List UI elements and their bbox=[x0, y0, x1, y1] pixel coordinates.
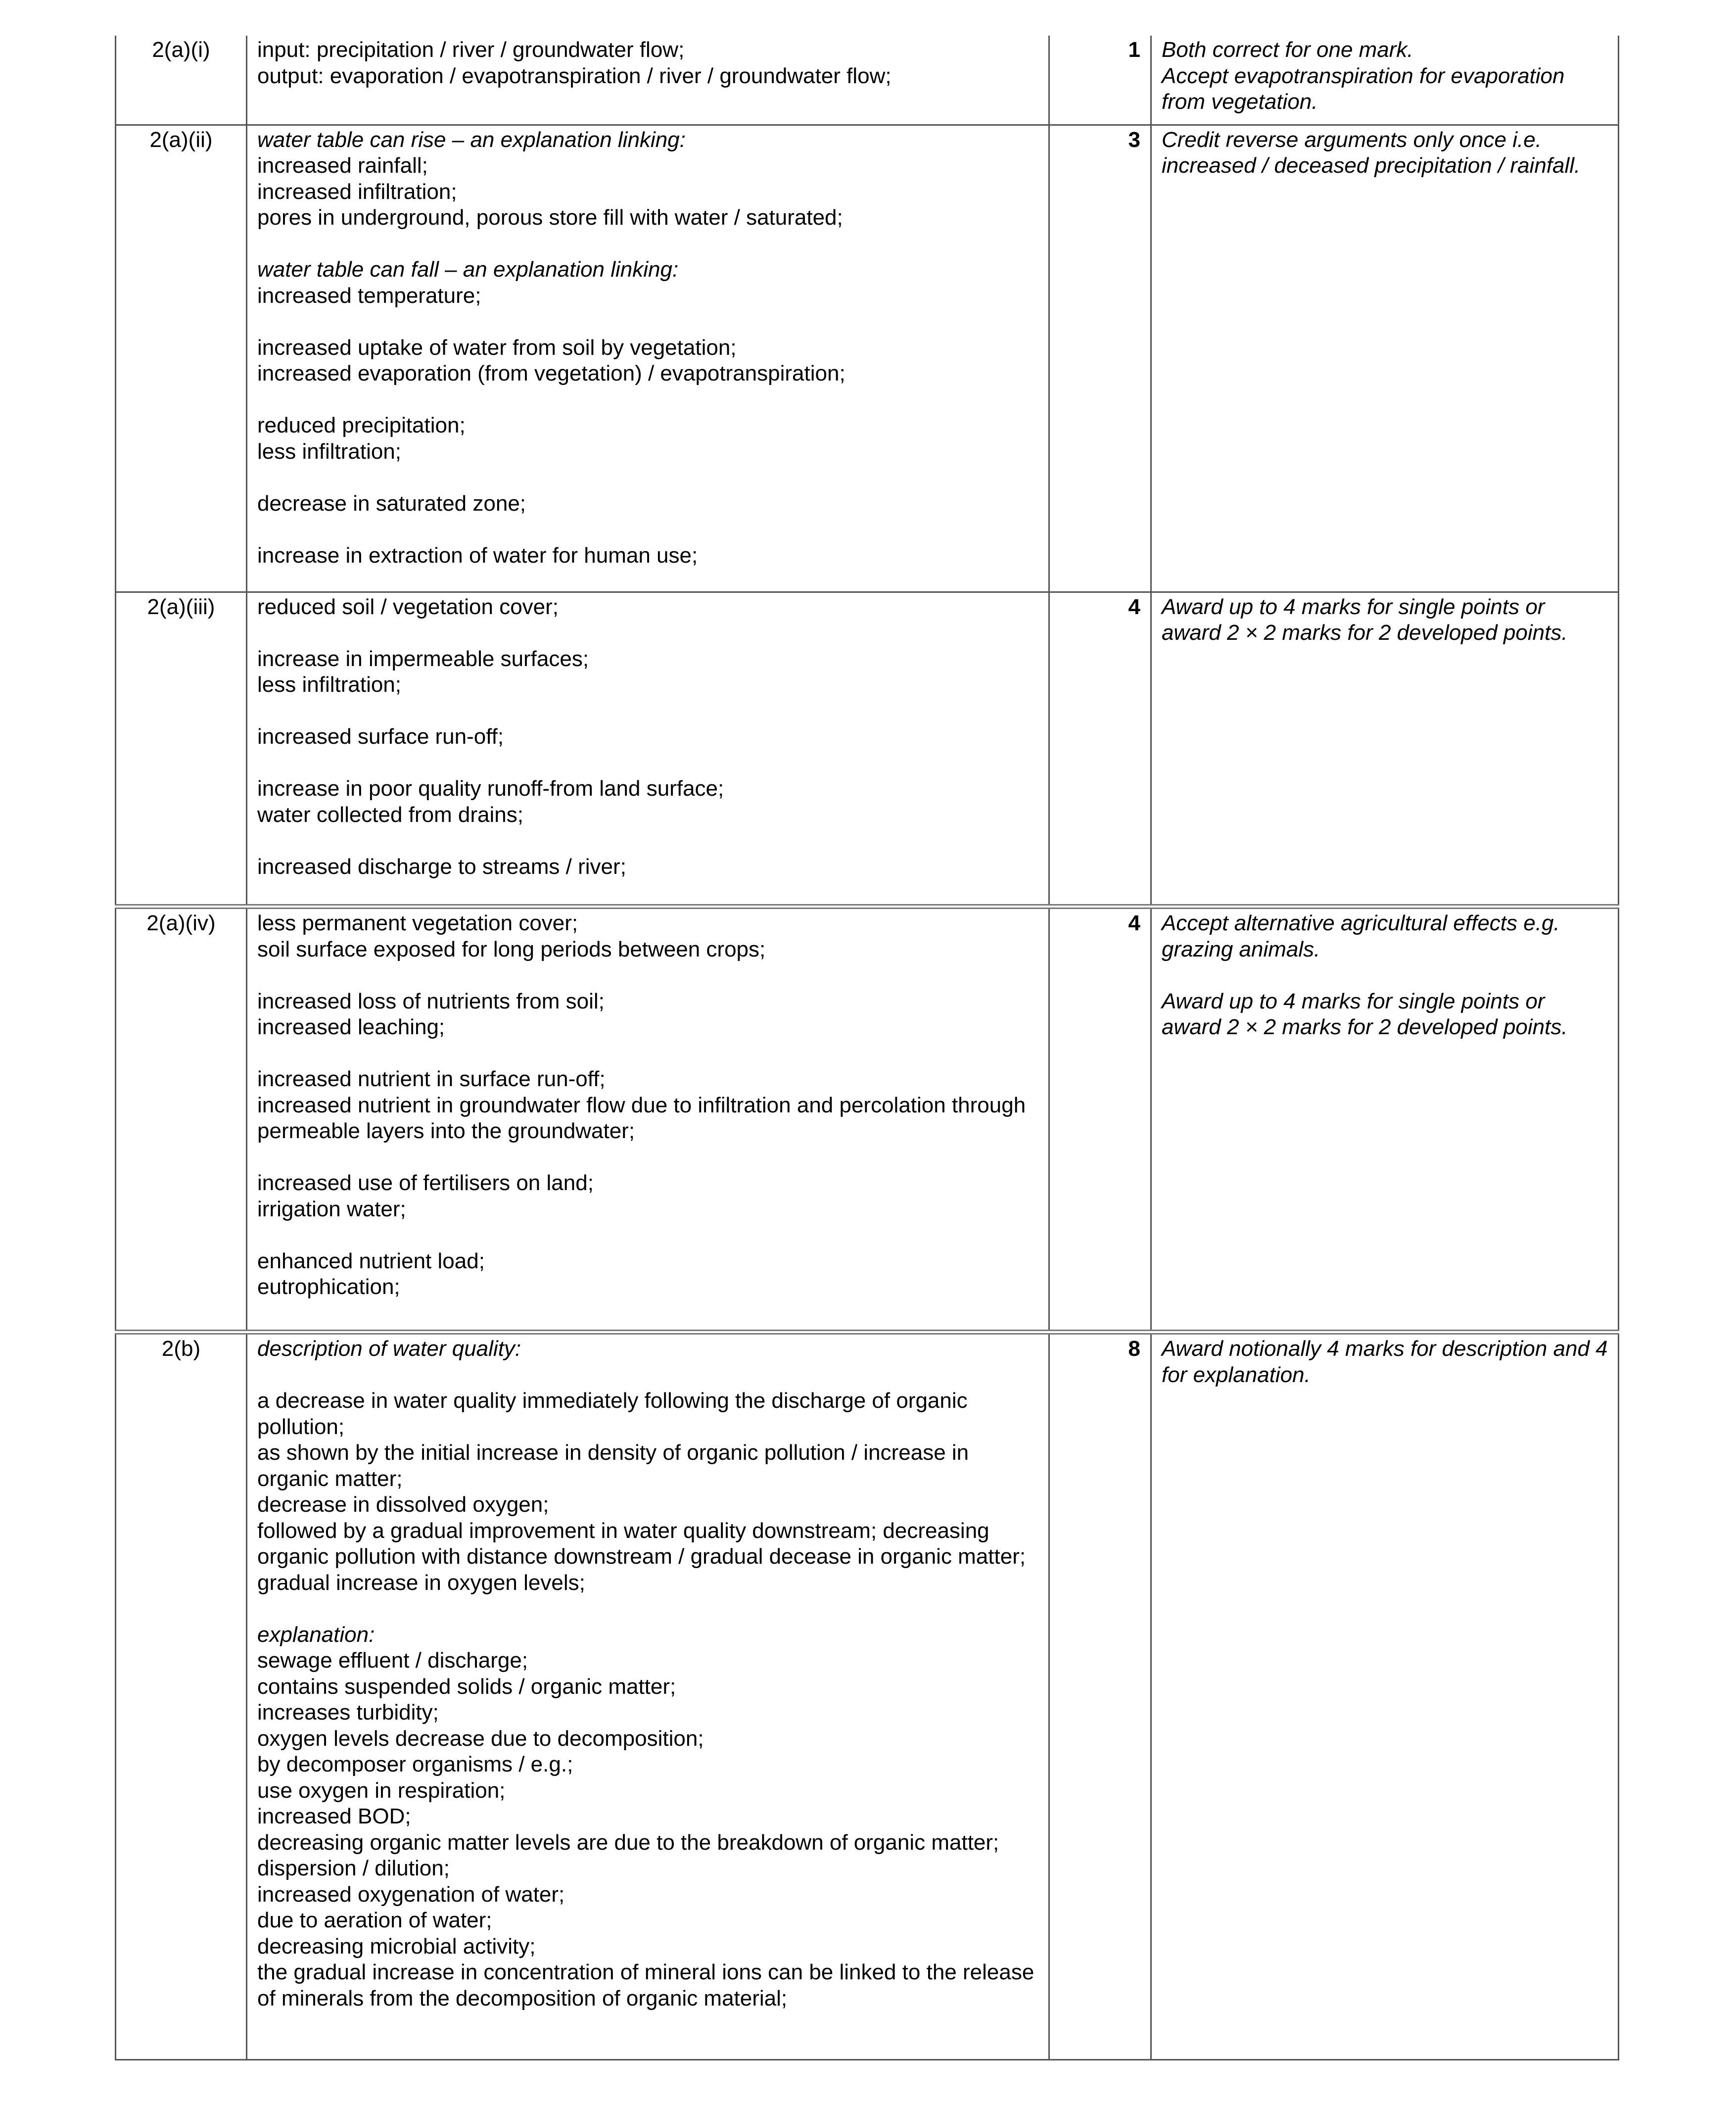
answer-line: increased nutrient in surface run-off; bbox=[257, 1067, 606, 1091]
answer-cell bbox=[247, 1332, 1049, 2059]
marks-value: 1 bbox=[1049, 36, 1151, 125]
answer-line: reduced soil / vegetation cover; bbox=[257, 594, 559, 619]
answer-line: increased rainfall; bbox=[257, 153, 428, 178]
marks-value: 4 bbox=[1049, 592, 1151, 907]
guidance-line: Accept evapotranspiration for evaporation from vegetation. bbox=[1162, 63, 1565, 114]
answer-line: increase in extraction of water for human use; bbox=[257, 543, 698, 568]
guidance-line: Award up to 4 marks for single points or award 2 × 2 marks for 2 developed points. bbox=[1162, 594, 1568, 645]
answer-line: use oxygen in respiration; bbox=[257, 1778, 506, 1803]
question-number: 2(a)(iii) bbox=[116, 592, 247, 907]
answer-line: by decomposer organisms / e.g.; bbox=[257, 1752, 573, 1776]
answer-cell bbox=[247, 125, 1049, 592]
guidance-line: Accept alternative agricultural effects e.g. grazing animals. bbox=[1162, 911, 1560, 961]
answer-line: enhanced nutrient load; bbox=[257, 1248, 485, 1273]
answer-line: increased nutrient in groundwater flow due to infiltration and percolation through permeable layers into the groundwater; bbox=[257, 1093, 1026, 1143]
question-row bbox=[116, 592, 1619, 907]
answer-line: soil surface exposed for long periods between crops; bbox=[257, 937, 766, 961]
answer-line: less permanent vegetation cover; bbox=[257, 911, 578, 935]
guidance-line: Both correct for one mark. bbox=[1162, 38, 1413, 62]
question-number: 2(a)(i) bbox=[116, 36, 247, 125]
mark-scheme-body bbox=[116, 36, 1619, 2059]
question-row bbox=[116, 1332, 1619, 2059]
guidance-cell bbox=[1151, 125, 1619, 592]
answer-line: decrease in saturated zone; bbox=[257, 491, 526, 516]
answer-line: increased leaching; bbox=[257, 1015, 445, 1039]
answer-line: increased discharge to streams / river; bbox=[257, 854, 626, 879]
question-row bbox=[116, 907, 1619, 1332]
answer-line: increased BOD; bbox=[257, 1804, 411, 1828]
answer-line: eutrophication; bbox=[257, 1275, 400, 1299]
answer-line: due to aeration of water; bbox=[257, 1908, 492, 1932]
answer-line: dispersion / dilution; bbox=[257, 1856, 450, 1880]
question-number: 2(b) bbox=[116, 1332, 247, 2059]
answer-line: increased loss of nutrients from soil; bbox=[257, 989, 605, 1013]
question-row bbox=[116, 125, 1619, 592]
marks-value: 4 bbox=[1049, 907, 1151, 1332]
mark-scheme-table bbox=[115, 36, 1619, 2060]
answer-line: increased evaporation (from vegetation) / evapotranspiration; bbox=[257, 361, 845, 385]
answer-line: decreasing microbial activity; bbox=[257, 1934, 536, 1959]
answer-line: output: evaporation / evapotranspiration / river / groundwater flow; bbox=[257, 63, 891, 88]
answer-heading: water table can fall – an explanation linking: bbox=[257, 257, 679, 282]
answer-line: increase in poor quality runoff-from land surface; bbox=[257, 776, 724, 801]
answer-cell bbox=[247, 592, 1049, 907]
guidance-line: Credit reverse arguments only once i.e. increased / deceased precipitation / rainfall. bbox=[1162, 127, 1581, 178]
guidance-line: Award notionally 4 marks for description and 4 for explanation. bbox=[1162, 1337, 1608, 1387]
answer-line: sewage effluent / discharge; bbox=[257, 1648, 528, 1673]
answer-line: contains suspended solids / organic matter; bbox=[257, 1674, 676, 1699]
answer-line: irrigation water; bbox=[257, 1196, 406, 1221]
guidance-cell bbox=[1151, 592, 1619, 907]
answer-line: the gradual increase in concentration of mineral ions can be linked to the release of minerals from the decomposition of organic material; bbox=[257, 1960, 1034, 2010]
answer-line: gradual increase in oxygen levels; bbox=[257, 1570, 585, 1595]
answer-line: increased temperature; bbox=[257, 283, 481, 308]
guidance-cell bbox=[1151, 907, 1619, 1332]
answer-line: oxygen levels decrease due to decomposition; bbox=[257, 1726, 704, 1751]
answer-line: increases turbidity; bbox=[257, 1700, 439, 1724]
answer-line: less infiltration; bbox=[257, 439, 402, 464]
guidance-line: Award up to 4 marks for single points or award 2 × 2 marks for 2 developed points. bbox=[1162, 989, 1568, 1039]
answer-cell bbox=[247, 36, 1049, 125]
answer-line: less infiltration; bbox=[257, 672, 402, 697]
answer-line: followed by a gradual improvement in water quality downstream; decreasing organic pollution with distance downstream / gradual decease in organic matter; bbox=[257, 1518, 1026, 1569]
question-row bbox=[116, 36, 1619, 125]
question-number: 2(a)(ii) bbox=[116, 125, 247, 592]
marks-value: 8 bbox=[1049, 1332, 1151, 2059]
answer-line: increased oxygenation of water; bbox=[257, 1882, 565, 1907]
question-number: 2(a)(iv) bbox=[116, 907, 247, 1332]
answer-line: increase in impermeable surfaces; bbox=[257, 646, 589, 671]
answer-heading: water table can rise – an explanation linking: bbox=[257, 127, 686, 152]
guidance-cell bbox=[1151, 1332, 1619, 2059]
answer-line: decrease in dissolved oxygen; bbox=[257, 1492, 549, 1517]
guidance-cell bbox=[1151, 36, 1619, 125]
answer-line: a decrease in water quality immediately following the discharge of organic pollution; bbox=[257, 1388, 968, 1439]
answer-cell bbox=[247, 907, 1049, 1332]
marks-value: 3 bbox=[1049, 125, 1151, 592]
answer-line: increased uptake of water from soil by vegetation; bbox=[257, 335, 737, 360]
answer-line: increased surface run-off; bbox=[257, 724, 504, 749]
answer-heading: explanation: bbox=[257, 1622, 375, 1647]
answer-line: reduced precipitation; bbox=[257, 413, 466, 437]
answer-line: increased infiltration; bbox=[257, 179, 457, 204]
answer-heading: description of water quality: bbox=[257, 1337, 521, 1361]
answer-line: as shown by the initial increase in density of organic pollution / increase in organic matter; bbox=[257, 1440, 969, 1491]
answer-line: water collected from drains; bbox=[257, 802, 523, 827]
answer-line: decreasing organic matter levels are due to the breakdown of organic matter; bbox=[257, 1830, 999, 1855]
answer-line: pores in underground, porous store fill with water / saturated; bbox=[257, 205, 843, 230]
answer-line: input: precipitation / river / groundwater flow; bbox=[257, 38, 685, 62]
answer-line: increased use of fertilisers on land; bbox=[257, 1171, 594, 1195]
